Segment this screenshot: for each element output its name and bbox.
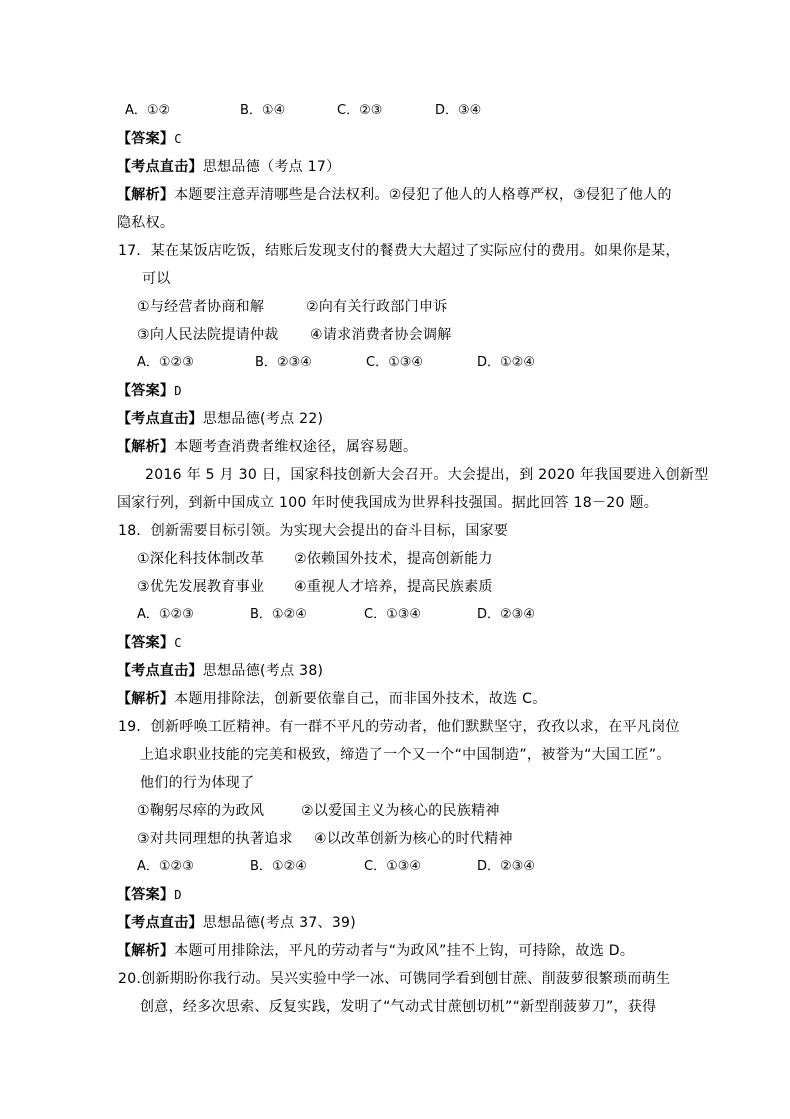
question-19-stem: 19．创新呼唤工匠精神。有一群不平凡的劳动者，他们默默坚守，孜孜以求，在平凡岗位 [118, 719, 680, 735]
option-a: A．①②③ [137, 607, 194, 622]
question-17-stem-cont: 可以 [142, 271, 171, 287]
point-line [117, 158, 340, 176]
item-2: ②依赖国外技术，提高创新能力 [294, 551, 493, 567]
option-b: B．②③④ [255, 355, 312, 370]
answer-tag: 【答案】 [117, 131, 175, 147]
analysis-tag: 【解析】 [117, 691, 175, 707]
answer-line [117, 886, 182, 904]
point-tag: 【考点直击】 [117, 663, 203, 679]
item-3: ③对共同理想的执著追求 [137, 831, 293, 847]
answer-value: C [174, 636, 182, 650]
option-d: D．②③④ [477, 859, 535, 874]
item-2: ②向有关行政部门申诉 [306, 299, 448, 315]
answer-value: D [174, 384, 182, 398]
answer-line [117, 634, 182, 652]
answer-value: D [174, 888, 182, 902]
option-a: A．①②③ [137, 859, 194, 874]
analysis-line [117, 690, 547, 708]
item-4: ④重视人才培养，提高民族素质 [294, 579, 493, 595]
option-c: C．①③④ [364, 859, 422, 874]
item-1: ①鞠躬尽瘁的为政风 [137, 803, 265, 819]
analysis-continuation: 隐私权。 [117, 215, 175, 231]
analysis-text: 本题可用排除法，平凡的劳动者与“为政风”挂不上钩，可持除，故选 D。 [174, 943, 635, 959]
analysis-line [117, 186, 672, 204]
option-d: D．①②④ [477, 355, 535, 370]
option-d: D．③④ [435, 103, 482, 118]
item-1: ①深化科技体制改革 [137, 551, 265, 567]
item-3: ③优先发展教育事业 [137, 579, 265, 595]
option-b: B．①④ [240, 103, 286, 118]
point-value: 思想品德（考点 17） [202, 159, 341, 175]
item-4: ④请求消费者协会调解 [310, 327, 452, 343]
option-a: A．①② [125, 103, 171, 118]
analysis-text: 本题用排除法，创新要依靠自己，而非国外技术，故选 C。 [174, 691, 547, 707]
option-c: C．①③④ [364, 607, 422, 622]
point-line [117, 914, 356, 932]
question-20-stem-cont: 创意，经多次思索、反复实践，发明了“气动式甘蔗刨切机”“新型削菠萝刀”，获得 [140, 999, 657, 1015]
option-c: C．①③④ [366, 355, 424, 370]
answer-value: C [174, 132, 182, 146]
point-value: 思想品德(考点 37、39) [202, 915, 357, 931]
option-b: B．①②④ [250, 859, 307, 874]
answer-tag: 【答案】 [117, 887, 175, 903]
item-1: ①与经营者协商和解 [137, 299, 265, 315]
answer-line [117, 130, 182, 148]
option-c: C．②③ [337, 103, 383, 118]
analysis-tag: 【解析】 [117, 943, 175, 959]
point-value: 思想品德(考点 38) [202, 663, 324, 679]
analysis-line [117, 438, 417, 456]
analysis-tag: 【解析】 [117, 439, 175, 455]
passage-line-1: 2016 年 5 月 30 日，国家科技创新大会召开。大会提出，到 2020 年我国要进入创新型 [145, 467, 709, 483]
point-line [117, 410, 323, 428]
question-17-stem: 17．某在某饭店吃饭，结账后发现支付的餐费大大超过了实际应付的费用。如果你是某， [118, 243, 680, 259]
item-4: ④以改革创新为核心的时代精神 [314, 831, 513, 847]
answer-tag: 【答案】 [117, 635, 175, 651]
question-18-stem: 18．创新需要目标引领。为实现大会提出的奋斗目标，国家要 [118, 523, 509, 539]
item-2: ②以爱国主义为核心的民族精神 [301, 803, 500, 819]
question-19-stem-cont-2: 他们的行为体现了 [140, 775, 255, 791]
point-tag: 【考点直击】 [117, 159, 203, 175]
point-line [117, 662, 323, 680]
passage-line-2: 国家行列，到新中国成立 100 年时使我国成为世界科技强国。据此回答 18－20 题。 [117, 495, 659, 511]
item-3: ③向人民法院提请仲裁 [137, 327, 279, 343]
point-tag: 【考点直击】 [117, 411, 203, 427]
question-19-stem-cont: 上追求职业技能的完美和极致，缔造了一个又一个“中国制造”，被誉为“大国工匠”。 [140, 747, 671, 763]
analysis-text: 本题要注意弄清哪些是合法权利。②侵犯了他人的人格尊严权，③侵犯了他人的 [174, 187, 672, 203]
option-a: A．①②③ [137, 355, 194, 370]
analysis-tag: 【解析】 [117, 187, 175, 203]
option-b: B．①②④ [250, 607, 307, 622]
answer-line [117, 382, 182, 400]
question-20-stem: 20.创新期盼你我行动。吴兴实验中学一冰、可镌同学看到刨甘蔗、削菠萝很繁琐而萌生 [118, 971, 671, 987]
analysis-line [117, 942, 634, 960]
point-value: 思想品德(考点 22) [202, 411, 324, 427]
point-tag: 【考点直击】 [117, 915, 203, 931]
answer-tag: 【答案】 [117, 383, 175, 399]
option-d: D．②③④ [477, 607, 535, 622]
analysis-text: 本题考查消费者维权途径，属容易题。 [174, 439, 418, 455]
